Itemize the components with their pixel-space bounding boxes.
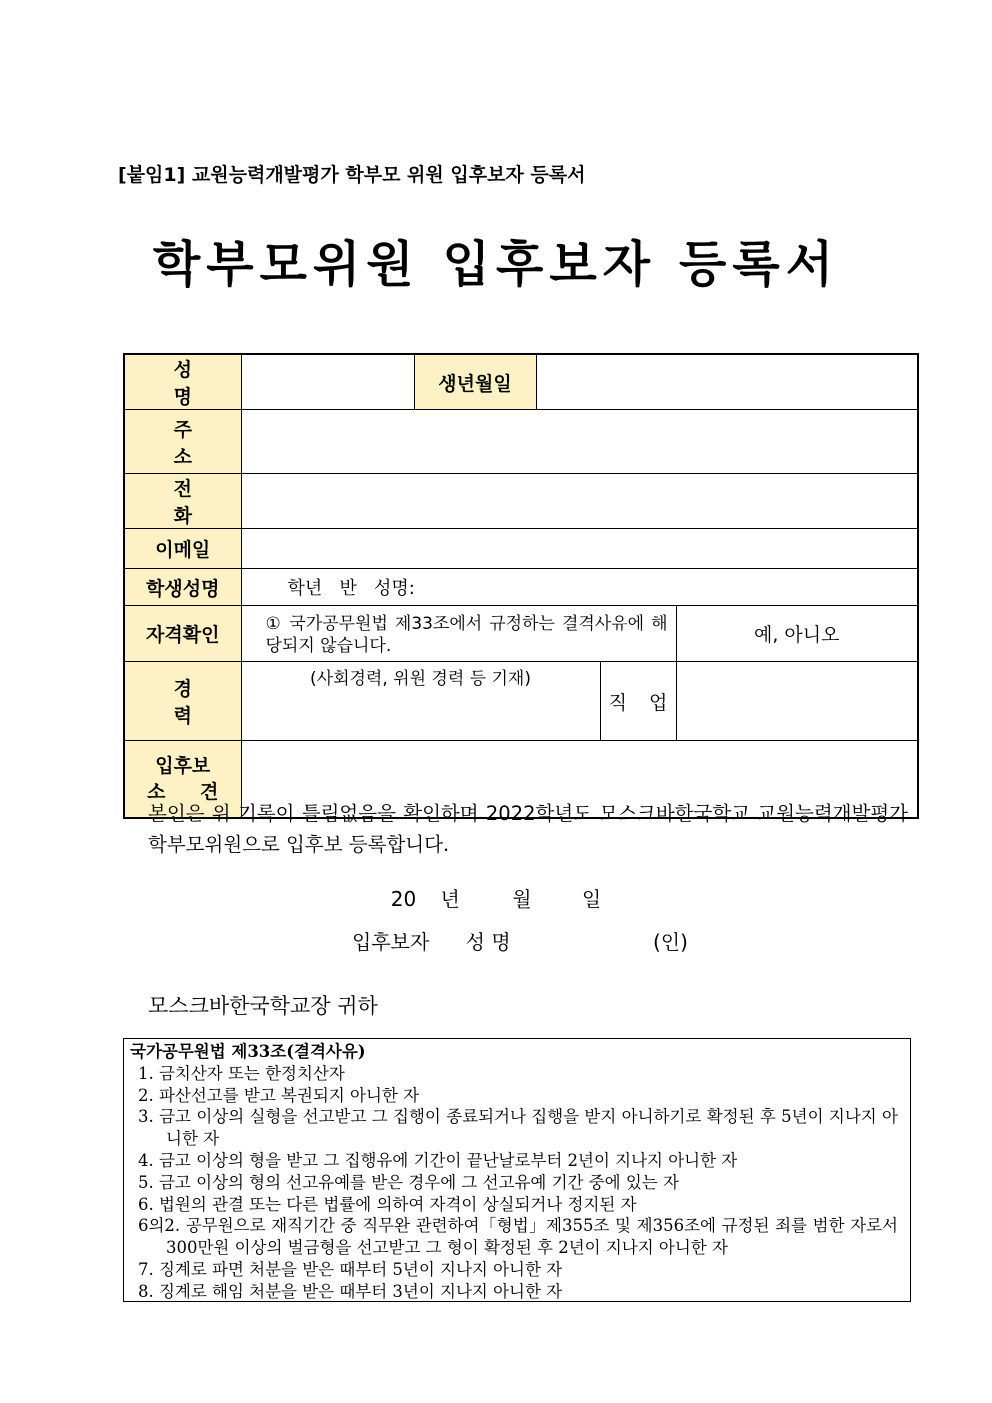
job-label: 직 업 — [600, 662, 676, 741]
phone-field[interactable] — [241, 474, 918, 529]
career-field[interactable] — [241, 662, 600, 741]
law-item: 5. 금고 이상의 형의 선고유예를 받은 경우에 그 선고유예 기간 중에 있는 자 — [138, 1172, 679, 1192]
address-field[interactable] — [241, 410, 918, 474]
email-label: 이메일 — [124, 529, 241, 569]
name-label: 성 명 — [124, 354, 241, 410]
signer-seal: (인) — [653, 930, 688, 954]
qualification-text: ① 국가공무원법 제33조에서 규정하는 결격사유에 해당되지 않습니다. — [241, 606, 676, 662]
date-year-prefix: 20 — [390, 887, 417, 911]
career-note: (사회경력, 위원 경력 등 기재) — [310, 669, 531, 689]
birth-label: 생년월일 — [414, 354, 536, 410]
student-label: 학생성명 — [124, 569, 241, 606]
job-field[interactable] — [676, 662, 918, 741]
date-line — [0, 883, 992, 912]
address-label: 주 소 — [124, 410, 241, 474]
date-month: 월 — [512, 887, 532, 911]
law-item: 3. 금고 이상의 실형을 선고받고 그 집행이 종료되거나 집행을 받지 아니하기로 확정된 후 5년이 지나지 아니한 자 — [138, 1107, 898, 1149]
name-field[interactable] — [241, 354, 414, 410]
phone-label: 전 화 — [124, 474, 241, 529]
row-email — [124, 529, 918, 569]
row-student — [124, 569, 918, 606]
law-item: 6의2. 공무원으로 재직기간 중 직무완 관련하여「형법」제355조 및 제356조에 규정된 죄를 범한 자로서 300만원 이상의 벌금형을 선고받고 그 형이 확정된 후 2년이 지나지 아니한 자 — [138, 1216, 898, 1258]
law-item: 8. 징계로 해임 처분을 받은 때부터 3년이 지나지 아니한 자 — [138, 1281, 563, 1301]
row-qualification — [124, 606, 918, 662]
law-item: 7. 징계로 파면 처분을 받은 때부터 5년이 지나지 아니한 자 — [138, 1259, 563, 1279]
law-item: 6. 법원의 관결 또는 다른 법률에 의하여 자격이 상실되거나 정지된 자 — [138, 1194, 637, 1214]
student-field[interactable] — [241, 569, 918, 606]
signer-line — [352, 926, 688, 955]
row-career — [124, 662, 918, 741]
student-value: 학년 반 성명: — [287, 578, 415, 599]
page-title: 학부모위원 입후보자 등록서 — [152, 236, 840, 293]
row-name — [124, 354, 918, 410]
email-field[interactable] — [241, 529, 918, 569]
law-title: 국가공무원법 제33조(결격사유) — [130, 1042, 366, 1061]
row-phone — [124, 474, 918, 529]
law-excerpt-box — [123, 1038, 911, 1302]
signer-name-label: 성 명 — [465, 930, 511, 954]
registration-form-table — [123, 353, 919, 819]
row-address — [124, 410, 918, 474]
qualification-label: 자격확인 — [124, 606, 241, 662]
qualification-answer[interactable]: 예, 아니오 — [676, 606, 918, 662]
recipient: 모스크바한국학교장 귀하 — [148, 994, 378, 1018]
statement-label-line1: 입후보 — [155, 754, 211, 777]
attachment-label: [붙임1] 교원능력개발평가 학부모 위원 입후보자 등록서 — [118, 164, 586, 186]
date-year: 년 — [440, 887, 460, 911]
declaration-text: 본인은 위 기록이 틀림없음을 확인하며 2022학년도 모스크바한국학교 교원능력개발평가 학부모위원으로 입후보 등록합니다. — [148, 802, 908, 856]
law-item: 2. 파산선고를 받고 복권되지 아니한 자 — [138, 1085, 420, 1105]
career-label: 경 력 — [124, 662, 241, 741]
date-day: 일 — [581, 887, 602, 911]
law-item: 1. 금치산자 또는 한정치산자 — [138, 1063, 345, 1083]
birth-field[interactable] — [536, 354, 918, 410]
statement-label-line2: 소 견 — [147, 780, 233, 803]
signer-role: 입후보자 — [352, 930, 430, 954]
law-item: 4. 금고 이상의 형을 받고 그 집행유에 기간이 끝난날로부터 2년이 지나지 아니한 자 — [138, 1150, 738, 1170]
